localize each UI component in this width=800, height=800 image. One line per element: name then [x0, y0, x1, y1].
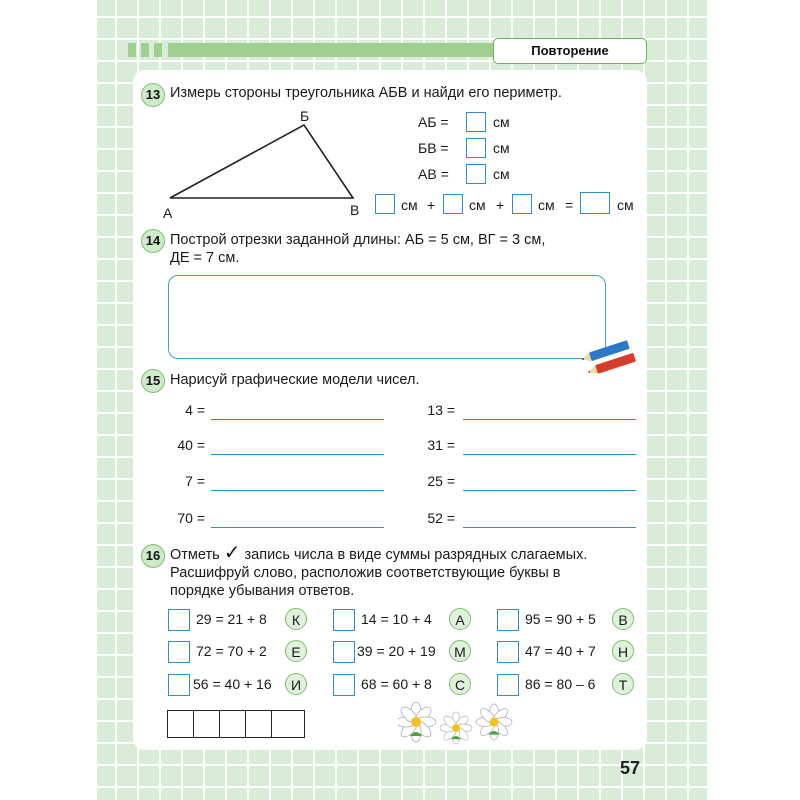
- answer-cell[interactable]: [245, 710, 272, 738]
- expression: 95 = 90 + 5: [525, 611, 596, 627]
- header-bar: [128, 43, 498, 57]
- checkbox[interactable]: [497, 674, 519, 696]
- unit-label: см: [401, 197, 418, 213]
- vertex-v: В: [350, 202, 360, 218]
- task-16-text-line2: Расшифруй слово, расположив соответствующие буквы в: [170, 565, 561, 581]
- plus-sign: +: [427, 197, 436, 213]
- letter-circle: В: [612, 608, 634, 630]
- side-label: АБ =: [418, 114, 449, 130]
- unit-label: см: [493, 140, 510, 156]
- number-label: 13 =: [427, 402, 455, 418]
- expression: 14 = 10 + 4: [361, 611, 432, 627]
- letter-circle: И: [285, 673, 307, 695]
- answer-box[interactable]: [466, 164, 486, 184]
- perimeter-box[interactable]: [375, 194, 395, 214]
- letter-circle: А: [449, 608, 471, 630]
- side-label: БВ =: [418, 140, 449, 156]
- checkbox[interactable]: [497, 641, 519, 663]
- answer-line[interactable]: [463, 490, 636, 491]
- expression: 72 = 70 + 2: [196, 643, 267, 659]
- number-label: 4 =: [185, 402, 205, 418]
- pencils-icon: [580, 338, 642, 380]
- equals-sign: =: [565, 197, 574, 213]
- triangle-figure: [160, 110, 370, 220]
- number-label: 40 =: [177, 437, 205, 453]
- task-14-text-line1: Построй отрезки заданной длины: АБ = 5 см, ВГ = 3 см,: [170, 232, 546, 248]
- perimeter-result-box[interactable]: [580, 192, 610, 214]
- answer-line[interactable]: [211, 527, 384, 528]
- answer-line[interactable]: [463, 419, 636, 420]
- task-16-text-b: запись числа в виде суммы разрядных слагаемых.: [244, 547, 588, 563]
- plus-sign: +: [496, 197, 505, 213]
- answer-line[interactable]: [211, 454, 384, 455]
- flowers-decoration: [398, 700, 518, 746]
- page-number: 57: [620, 758, 641, 778]
- task-16-text-line1: [170, 542, 588, 564]
- letter-circle: С: [449, 673, 471, 695]
- side-label: АВ =: [418, 166, 449, 182]
- checkbox[interactable]: [168, 609, 190, 631]
- vertex-a: А: [163, 205, 173, 221]
- answer-line[interactable]: [463, 527, 636, 528]
- task-16-text-line3: порядке убывания ответов.: [170, 583, 355, 599]
- letter-circle: К: [285, 608, 307, 630]
- task-15-text: Нарисуй графические модели чисел.: [170, 372, 420, 388]
- answer-cell[interactable]: [193, 710, 220, 738]
- flower-icon: [440, 712, 472, 744]
- unit-label: см: [538, 197, 555, 213]
- expression: 86 = 80 – 6: [525, 676, 596, 692]
- unit-label: см: [469, 197, 486, 213]
- answer-cell[interactable]: [271, 710, 298, 738]
- unit-label: см: [493, 114, 510, 130]
- checkbox[interactable]: [497, 609, 519, 631]
- unit-label: см: [493, 166, 510, 182]
- answer-line[interactable]: [211, 419, 384, 420]
- letter-circle: Н: [612, 640, 634, 662]
- checkbox[interactable]: [168, 674, 190, 696]
- expression: 56 = 40 + 16: [193, 676, 272, 692]
- answer-line[interactable]: [463, 454, 636, 455]
- vertex-b: Б: [300, 108, 310, 124]
- checkbox[interactable]: [168, 641, 190, 663]
- number-label: 31 =: [427, 437, 455, 453]
- task-14-text-line2: ДЕ = 7 см.: [170, 250, 240, 266]
- drawing-area[interactable]: [168, 275, 606, 359]
- answer-cell[interactable]: [167, 710, 194, 738]
- answer-box[interactable]: [466, 138, 486, 158]
- flower-icon: [398, 702, 436, 742]
- triangle-abv: [170, 125, 353, 198]
- task-15-number: 15: [141, 369, 165, 393]
- expression: 39 = 20 + 19: [357, 643, 436, 659]
- checkmark-icon: ✓: [223, 542, 241, 564]
- checkbox[interactable]: [333, 641, 355, 663]
- task-13-number: 13: [141, 83, 165, 107]
- expression: 47 = 40 + 7: [525, 643, 596, 659]
- letter-circle: М: [449, 640, 471, 662]
- checkbox[interactable]: [333, 609, 355, 631]
- number-label: 7 =: [185, 473, 205, 489]
- letter-circle: Т: [612, 673, 634, 695]
- unit-label: см: [617, 197, 634, 213]
- number-label: 70 =: [177, 510, 205, 526]
- answer-line[interactable]: [211, 490, 384, 491]
- task-13-text: Измерь стороны треугольника АБВ и найди его периметр.: [170, 85, 562, 101]
- task-16-number: 16: [141, 544, 165, 568]
- expression: 68 = 60 + 8: [361, 676, 432, 692]
- flower-icon: [476, 704, 512, 740]
- number-label: 52 =: [427, 510, 455, 526]
- answer-cell[interactable]: [297, 710, 305, 738]
- perimeter-box[interactable]: [512, 194, 532, 214]
- task-14-number: 14: [141, 229, 165, 253]
- checkbox[interactable]: [333, 674, 355, 696]
- task-16-text-a: Отметь: [170, 547, 220, 563]
- expression: 29 = 21 + 8: [196, 611, 267, 627]
- section-title: Повторение: [493, 38, 647, 64]
- answer-cell[interactable]: [219, 710, 246, 738]
- letter-circle: Е: [285, 640, 307, 662]
- answer-box[interactable]: [466, 112, 486, 132]
- perimeter-box[interactable]: [443, 194, 463, 214]
- number-label: 25 =: [427, 473, 455, 489]
